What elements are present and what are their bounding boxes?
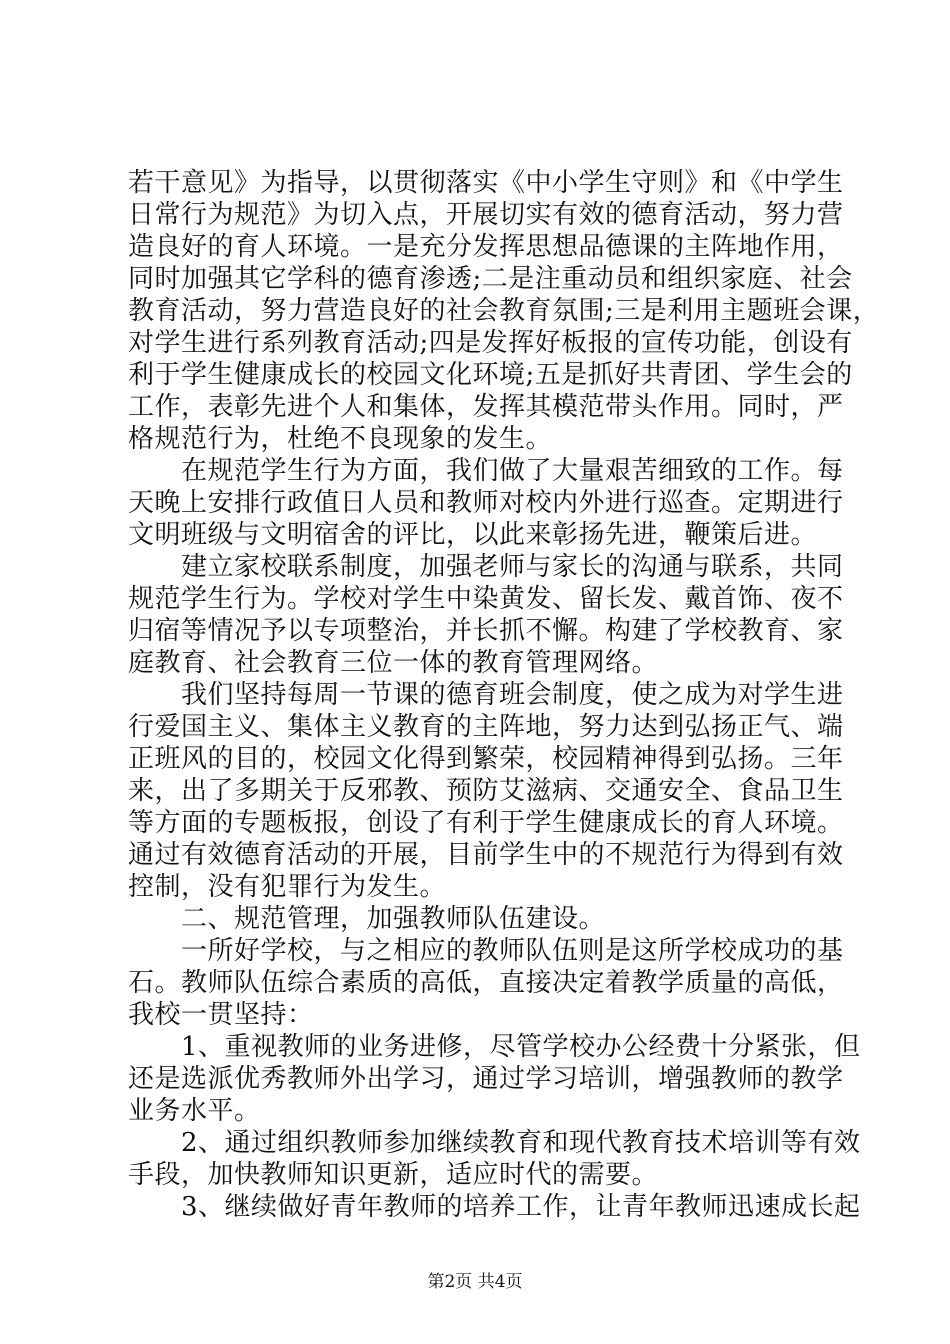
list-item-line: 1、重视教师的业务进修，尽管学校办公经费十分紧张，但 <box>128 1032 861 1062</box>
text-line: 在规范学生行为方面，我们做了大量艰苦细致的工作。每 <box>128 456 844 486</box>
list-item-line: 2、通过组织教师参加继续教育和现代教育技术培训等有效 <box>128 1128 861 1158</box>
text-line: 石。教师队伍综合素质的高低，直接决定着教学质量的高低， <box>128 968 844 998</box>
text-line: 行爱国主义、集体主义教育的主阵地，努力达到弘扬正气、端 <box>128 712 844 742</box>
text-line: 规范学生行为。学校对学生中染黄发、留长发、戴首饰、夜不 <box>128 584 844 614</box>
document-body <box>128 167 880 1223</box>
section-heading: 二、规范管理，加强教师队伍建设。 <box>128 904 606 934</box>
text-line: 教育活动，努力营造良好的社会教育氛围;三是利用主题班会课， <box>128 296 880 326</box>
text-line: 正班风的目的，校园文化得到繁荣，校园精神得到弘扬。三年 <box>128 744 844 774</box>
list-item-line: 3、继续做好青年教师的培养工作，让青年教师迅速成长起 <box>128 1192 861 1222</box>
text-line: 庭教育、社会教育三位一体的教育管理网络。 <box>128 648 659 678</box>
text-line: 同时加强其它学科的德育渗透;二是注重动员和组织家庭、社会 <box>128 264 853 294</box>
page-number-footer: 第2页 共4页 <box>427 1272 523 1292</box>
text-line: 控制，没有犯罪行为发生。 <box>128 872 447 902</box>
list-item-line: 业务水平。 <box>128 1096 261 1126</box>
text-line: 我校一贯坚持： <box>128 1000 314 1030</box>
text-line: 归宿等情况予以专项整治，并长抓不懈。构建了学校教育、家 <box>128 616 844 646</box>
text-line: 文明班级与文明宿舍的评比，以此来彰扬先进，鞭策后进。 <box>128 520 818 550</box>
text-line: 通过有效德育活动的开展，目前学生中的不规范行为得到有效 <box>128 840 844 870</box>
text-line: 等方面的专题板报，创设了有利于学生健康成长的育人环境。 <box>128 808 844 838</box>
text-line: 对学生进行系列教育活动;四是发挥好板报的宣传功能，创设有 <box>128 328 853 358</box>
text-line: 利于学生健康成长的校园文化环境;五是抓好共青团、学生会的 <box>128 360 853 390</box>
text-line: 建立家校联系制度，加强老师与家长的沟通与联系，共同 <box>128 552 844 582</box>
text-line: 若干意见》为指导，以贯彻落实《中小学生守则》和《中学生 <box>128 168 844 198</box>
text-line: 我们坚持每周一节课的德育班会制度，使之成为对学生进 <box>128 680 844 710</box>
text-line: 造良好的育人环境。一是充分发挥思想品德课的主阵地作用， <box>128 232 844 262</box>
text-line: 工作，表彰先进个人和集体，发挥其模范带头作用。同时，严 <box>128 392 844 422</box>
list-item-line: 还是选派优秀教师外出学习，通过学习培训，增强教师的教学 <box>128 1064 844 1094</box>
text-line: 一所好学校，与之相应的教师队伍则是这所学校成功的基 <box>128 936 844 966</box>
text-line: 日常行为规范》为切入点，开展切实有效的德育活动，努力营 <box>128 200 844 230</box>
text-line: 格规范行为，杜绝不良现象的发生。 <box>128 424 553 454</box>
text-line: 来，出了多期关于反邪教、预防艾滋病、交通安全、食品卫生 <box>128 776 844 806</box>
list-item-line: 手段，加快教师知识更新，适应时代的需要。 <box>128 1160 659 1190</box>
text-line: 天晚上安排行政值日人员和教师对校内外进行巡查。定期进行 <box>128 488 844 518</box>
